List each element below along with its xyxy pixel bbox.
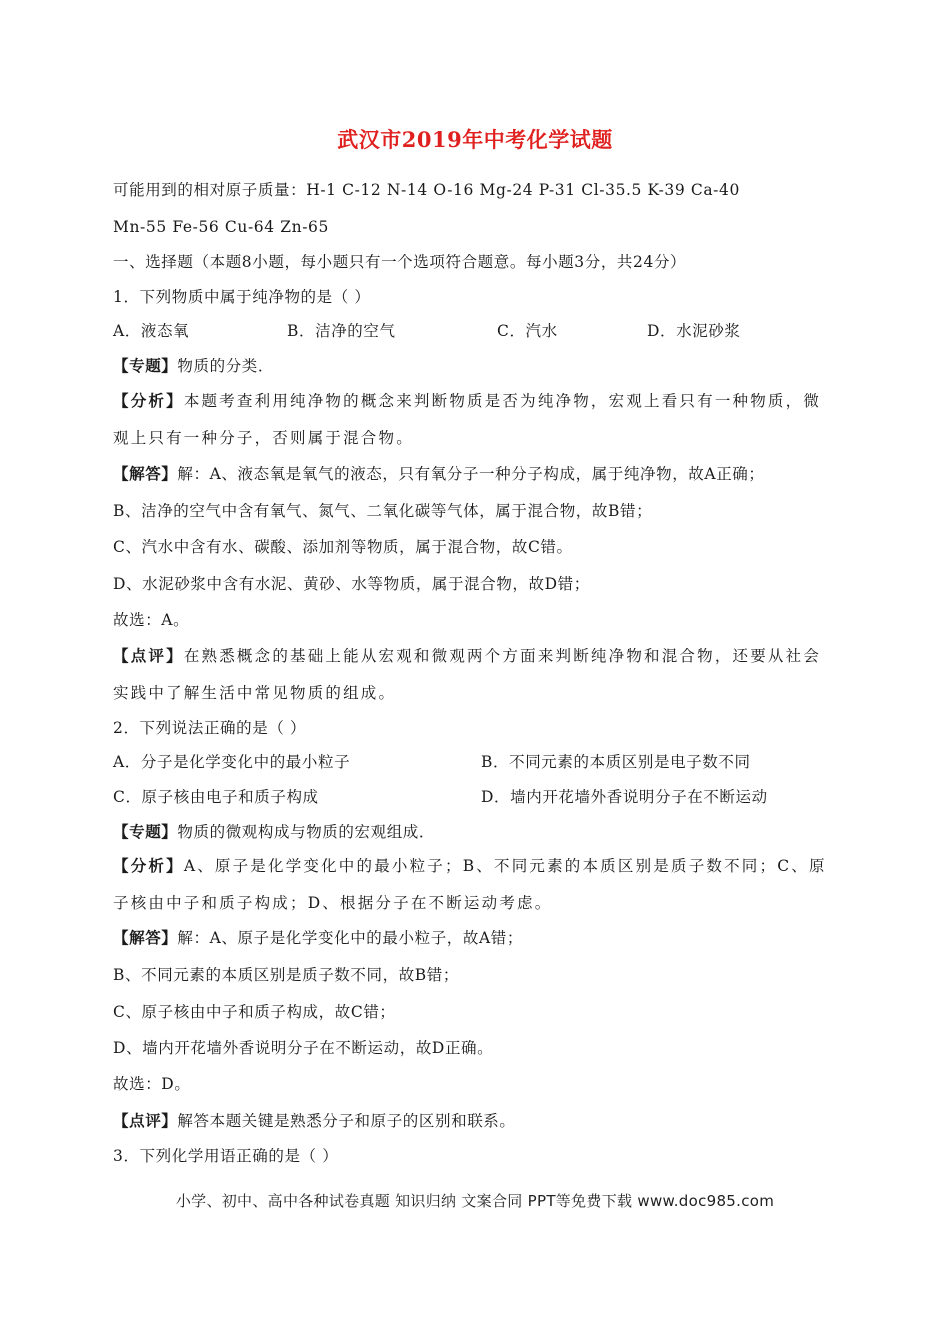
q2-answer-text-4: D、墙内开花墙外香说明分子在不断运动，故D正确。 [113,1039,494,1057]
q1-analysis [113,390,843,412]
q2-answer [113,927,843,949]
q1-option-a: A．液态氧 [113,322,190,340]
q2-analysis-tag: 【分析】 [113,856,184,875]
question-1-stem: 1．下列物质中属于纯净物的是（ ） [113,288,371,306]
q2-answer-text-2: B、不同元素的本质区别是质子数不同，故B错； [113,966,459,984]
question-1-options [113,320,843,342]
q1-analysis-text-1: 本题考查利用纯净物的概念来判断物质是否为纯净物，宏观上看只有一种物质，微 [183,392,822,410]
q1-answer-text-3: C、汽水中含有水、碳酸、添加剂等物质，属于混合物，故C错。 [113,538,573,556]
q1-option-c: C．汽水 [497,322,558,340]
section-header: 一、选择题（本题8小题，每小题只有一个选项符合题意。每小题3分，共24分） [113,253,687,271]
q1-topic [113,355,843,377]
page-footer: 小学、初中、高中各种试卷真题 知识归纳 文案合同 PPT等免费下载 www.doc985.com [175,1192,775,1210]
q1-option-d: D．水泥砂浆 [647,322,741,340]
q1-option-b: B．洁净的空气 [287,322,396,340]
q2-option-d: D．墙内开花墙外香说明分子在不断运动 [481,788,768,806]
q2-option-a: A．分子是化学变化中的最小粒子 [113,753,351,771]
q1-answer-text-1: 解：A、液态氧是氧气的液态，只有氧分子一种分子构成，属于纯净物，故A正确； [177,465,765,483]
q1-answer [113,463,843,485]
q2-answer-tag: 【解答】 [113,928,178,947]
q2-comment-tag: 【点评】 [113,1111,178,1130]
q2-option-b: B．不同元素的本质区别是电子数不同 [481,753,751,771]
document-title: 武汉市2019年中考化学试题 [337,127,613,152]
q2-option-c: C．原子核由电子和质子构成 [113,788,319,806]
q2-answer-text-3: C、原子核由中子和质子构成，故C错； [113,1003,396,1021]
q1-analysis-tag: 【分析】 [113,391,184,410]
question-2-options-row-2 [113,786,843,808]
q2-choice: 故选：D。 [113,1075,191,1093]
atomic-mass-line-2: Mn-55 Fe-56 Cu-64 Zn-65 [113,218,329,236]
q1-answer-tag: 【解答】 [113,464,178,483]
q1-comment-text-1: 在熟悉概念的基础上能从宏观和微观两个方面来判断纯净物和混合物，还要从社会 [183,647,822,665]
q2-answer-text-1: 解：A、原子是化学变化中的最小粒子，故A错； [177,929,523,947]
q1-comment-text-2: 实践中了解生活中常见物质的组成。 [113,684,397,702]
q1-answer-text-4: D、水泥砂浆中含有水泥、黄砂、水等物质，属于混合物，故D错； [113,575,590,593]
question-2-stem: 2．下列说法正确的是（ ） [113,719,307,737]
q2-comment-text-1: 解答本题关键是熟悉分子和原子的区别和联系。 [177,1112,516,1130]
q1-choice: 故选：A。 [113,611,190,629]
q2-analysis-text-1: A、原子是化学变化中的最小粒子；B、不同元素的本质区别是质子数不同；C、原 [183,857,827,875]
q2-topic-text: 物质的微观构成与物质的宏观组成． [177,823,436,841]
q1-analysis-text-2: 观上只有一种分子，否则属于混合物。 [113,429,414,447]
q2-analysis [113,855,843,877]
atomic-mass-line-1: 可能用到的相对原子质量：H-1 C-12 N-14 O-16 Mg-24 P-31 Cl-35.5 K-39 Ca-40 [113,181,740,199]
q2-analysis-text-2: 子核由中子和质子构成；D、根据分子在不断运动考虑。 [113,894,553,912]
q1-comment [113,645,843,667]
q1-topic-text: 物质的分类． [177,357,275,375]
question-3-stem: 3．下列化学用语正确的是（ ） [113,1147,339,1165]
q1-answer-text-2: B、洁净的空气中含有氧气、氮气、二氧化碳等气体，属于混合物，故B错； [113,502,653,520]
q2-topic-tag: 【专题】 [113,822,178,841]
q2-comment [113,1110,843,1132]
q1-topic-tag: 【专题】 [113,356,178,375]
q2-topic [113,821,843,843]
q1-comment-tag: 【点评】 [113,646,184,665]
question-2-options-row-1 [113,751,843,773]
